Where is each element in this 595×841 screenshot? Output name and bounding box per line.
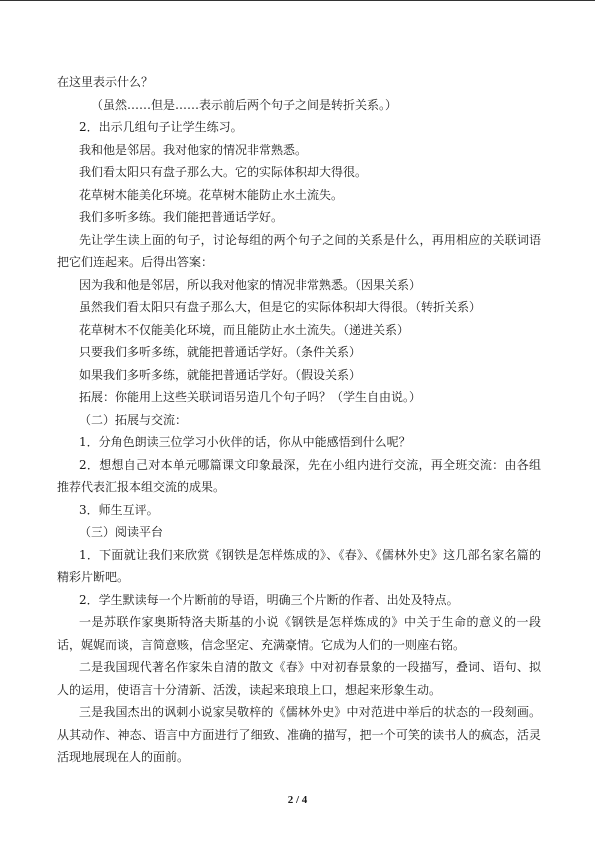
paragraph: 只要我们多听多练，就能把普通话学好。（条件关系）: [79, 345, 362, 359]
paragraph: 拓展：你能用上这些关联词语另造几个句子吗？（学生自由说。）: [79, 390, 422, 404]
paragraph: 2．出示几组句子让学生练习。: [79, 120, 243, 134]
paragraph: 如果我们多听多练，就能把普通话学好。（假设关系）: [79, 367, 362, 382]
paragraph: 3．师生互评。: [79, 502, 159, 517]
paragraph: 先让学生读上面的句子，讨论每组的两个句子之间的关系是什么，再用相应的关联词语把它们连起来。后得出答案：: [57, 232, 541, 269]
paragraph: 我们多听多练。我们能把普通话学好。: [79, 210, 284, 224]
paragraph: （虽然……但是……表示前后两个句子之间是转折关系。）: [91, 97, 398, 112]
paragraph: 一是苏联作家奥斯特洛夫斯基的小说《钢铁是怎样炼成的》中关于生命的意义的一段话，娓娓而谈，言简意赅，信念坚定、充满豪情。它成为人们的一则座右铭。: [57, 615, 541, 652]
paragraph: 花草树木能美化环境。花草树木能防止水土流失。: [79, 187, 344, 202]
paragraph: 我们看太阳只有盘子那么大。它的实际体积却大得很。: [79, 165, 368, 179]
header-rule: [0, 0, 595, 1]
paragraph: 2．想想自己对本单元哪篇课文印象最深，先在小组内进行交流，再全班交流：由各组推荐代表汇报本组交流的成果。: [57, 457, 541, 494]
paragraph: 我和他是邻居。我对他家的情况非常熟悉。: [79, 142, 308, 157]
section-heading: （三）阅读平台: [79, 525, 164, 539]
paragraph: 1．下面就让我们来欣赏《钢铁是怎样炼成的》、《春》、《儒林外史》这几部名家名篇的精彩片断吧。: [57, 547, 541, 584]
paragraph: 花草树木不仅能美化环境，而且能防止水土流失。（递进关系）: [79, 322, 410, 337]
paragraph: 1．分角色朗读三位学习小伙伴的话，你从中能感悟到什么呢？: [79, 435, 411, 449]
paragraph: 在这里表示什么？: [57, 75, 154, 89]
paragraph: 虽然我们看太阳只有盘子那么大，但是它的实际体积却大得很。（转折关系）: [79, 300, 482, 314]
document-body: [57, 71, 541, 769]
section-heading: （二）拓展与交流：: [79, 412, 188, 427]
paragraph: 二是我国现代著名作家朱自清的散文《春》中对初春景象的一段描写，叠词、语句、拟人的运用，使语言十分清新、活泼，读起来琅琅上口，想起来形象生动。: [57, 660, 541, 697]
paragraph: 2．学生默读每一个片断前的导语，明确三个片断的作者、出处及特点。: [79, 592, 459, 607]
paragraph: 因为我和他是邻居，所以我对他家的情况非常熟悉。（因果关系）: [79, 277, 422, 292]
page-number: 2 / 4: [287, 794, 308, 806]
paragraph: 三是我国杰出的讽刺小说家吴敬梓的《儒林外史》中对范进中举后的状态的一段刻画。从其动作、神态、语言中方面进行了细致、准确的描写，把一个可笑的读书人的疯态，活灵活现地展现在人的面前。: [57, 705, 541, 764]
